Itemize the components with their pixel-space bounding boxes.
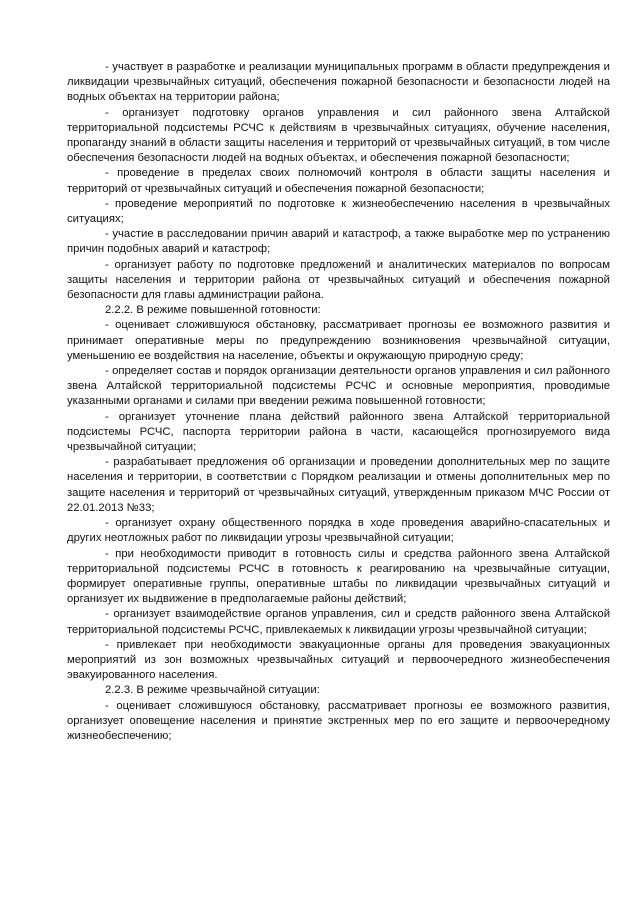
paragraph-public-order: - организует охрану общественного порядка в ходе проведения аварийно-спасательных и других неотложных работ по ликвидации угрозы чрезвычайной ситуации;	[67, 517, 610, 545]
paragraph-emergency-assessment: - оценивает сложившуюся обстановку, рассматривает прогнозы ее возможного развития, организует оповещение населения и принятие экстренных мер по его защите и первоочередному жизнеобеспечению;	[67, 699, 610, 742]
paragraph-additional-measures: - разрабатывает предложения об организации и проведении дополнительных мер по защите населения и территории, в соответствии с Порядком реализации и отмены дополнительных мер по защите населения и территорий от чрезвычайных ситуаций, утвержденным приказом МЧС России от 22.01.2013 №33;	[67, 456, 610, 514]
paragraph-organizes-training: - организует подготовку органов управления и сил районного звена Алтайской территориальной подсистемы РСЧС к действиям в чрезвычайных ситуациях, обучение населения, пропаганду знаний в области защиты населения и территорий от чрезвычайных ситуаций, в том числе обеспечения безопасности людей на водных объектах, и обеспечения пожарной безопасности;	[67, 106, 610, 165]
section-heading-emergency: 2.2.3. В режиме чрезвычайной ситуации:	[105, 684, 320, 697]
paragraph-assesses-situation: - оценивает сложившуюся обстановку, рассматривает прогнозы ее возможного развития и принимает оперативные меры по предупреждению возникновения чрезвычайной ситуации, уменьшению ее воздействия на население, объекты и окружающую природную среду;	[67, 319, 610, 362]
paragraph-evacuation-bodies: - привлекает при необходимости эвакуационные органы для проведения эвакуационных мероприятий из зон возможных чрезвычайных ситуаций и первоочередного жизнеобеспечения эвакуированного населения.	[67, 638, 610, 682]
paragraph-plan-clarification: - организует уточнение плана действий районного звена Алтайской территориальной подсистемы РСЧС, паспорта территории района в части, касающейся прогнозируемого вида чрезвычайной ситуации;	[67, 410, 610, 454]
section-heading-high-readiness: 2.2.2. В режиме повышенной готовности:	[105, 304, 321, 317]
paragraph-accident-investigation: - участие в расследовании причин аварий и катастроф, а также выработке мер по устранению причин подобных аварий и катастроф;	[67, 228, 610, 256]
paragraph-defines-composition: - определяет состав и порядок организации деятельности органов управления и сил районного звена Алтайской территориальной подсистемы РСЧС и основные мероприятия, проводимые указанными органами и силами при введении режима повышенной готовности;	[67, 365, 610, 408]
paragraph-control-protection: - проведение в пределах своих полномочий контроля в области защиты населения и территорий от чрезвычайных ситуаций и обеспечения пожарной безопасности;	[67, 167, 610, 195]
paragraph-participates-programs: - участвует в разработке и реализации муниципальных программ в области предупреждения и ликвидации чрезвычайных ситуаций, обеспечения пожарной безопасности и безопасности людей на водных объектах на территории района;	[67, 61, 610, 104]
paragraph-life-support-preparation: - проведение мероприятий по подготовке к жизнеобеспечению населения в чрезвычайных ситуациях;	[67, 197, 610, 226]
paragraph-forces-readiness: - при необходимости приводит в готовность силы и средства районного звена Алтайской территориальной подсистемы РСЧС в готовность к реагированию на чрезвычайные ситуации, формирует оперативные группы, оперативные штабы по ликвидации чрезвычайных ситуаций и организует их выдвижение в предполагаемые районы действий;	[67, 547, 610, 606]
paragraph-interaction: - организует взаимодействие органов управления, сил и средств районного звена Алтайской территориальной подсистемы РСЧС, привлекаемых к ликвидации угрозы чрезвычайной ситуации;	[67, 608, 610, 636]
document-page	[67, 60, 610, 744]
paragraph-proposals-preparation: - организует работу по подготовке предложений и аналитических материалов по вопросам защиты населения и территории района от чрезвычайных ситуаций и обеспечения пожарной безопасности для главы администрации района.	[67, 258, 610, 302]
